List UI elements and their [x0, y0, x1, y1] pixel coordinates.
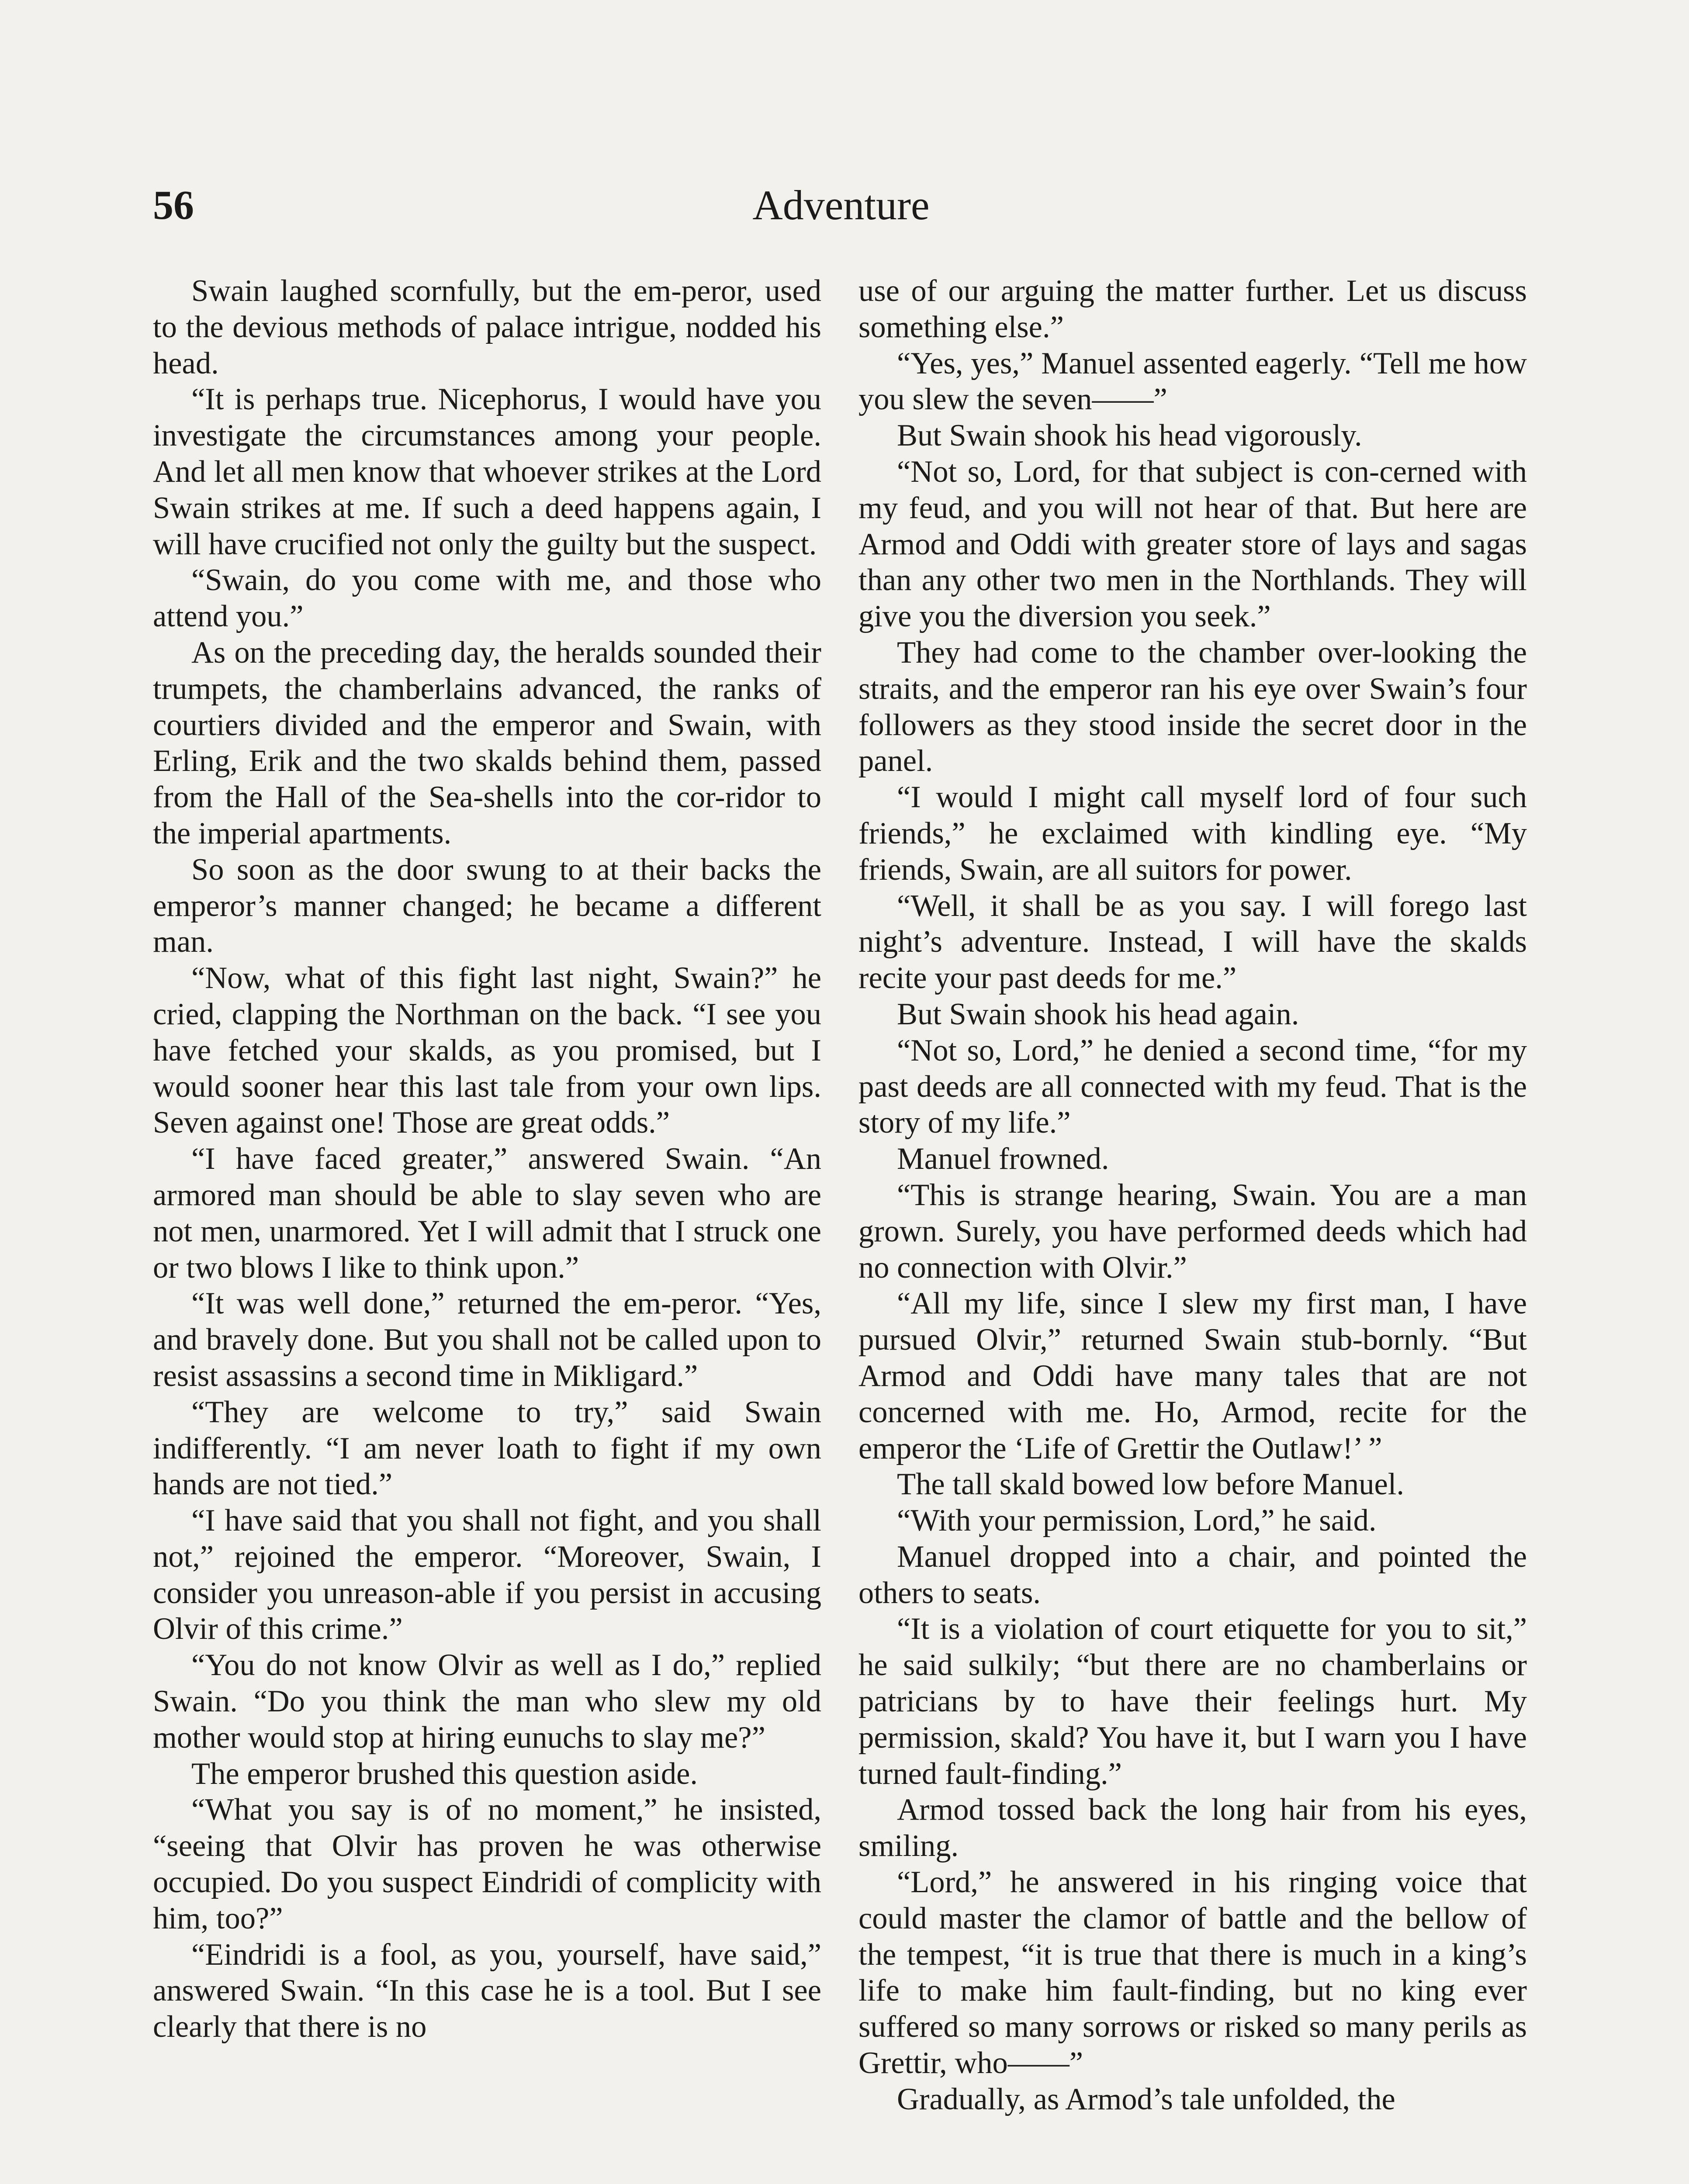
paragraph: As on the preceding day, the heralds sounded their trumpets, the chamberlains advanced, the ranks of courtiers divided and the emperor and Swain, with Erling, Erik and the two skalds behind them, passed from the Hall of the Sea-shells into the cor-ridor to the imperial apartments. — [153, 635, 821, 850]
paragraph: “Swain, do you come with me, and those who attend you.” — [153, 563, 821, 634]
paragraph: “Lord,” he answered in his ringing voice that could master the clamor of battle and the bellow of the tempest, “it is true that there is much in a king’s life to make him fault-finding, but no king ever suffered so many sorrows or risked so many perils as Grettir, who——” — [858, 1865, 1527, 2080]
paragraph: “With your permission, Lord,” he said. — [897, 1503, 1377, 1538]
paragraph: “This is strange hearing, Swain. You are a man grown. Surely, you have performed deeds which had no connection with Olvir.” — [858, 1178, 1527, 1285]
paragraph: “I have faced greater,” answered Swain. “An armored man should be able to slay seven who are not men, unarmored. Yet I will admit that I struck one or two blows I like to think upon.” — [153, 1142, 821, 1285]
paragraph: The emperor brushed this question aside. — [191, 1756, 698, 1791]
paragraph: “I would I might call myself lord of four such friends,” he exclaimed with kindling eye. “My friends, Swain, are all suitors for power. — [858, 780, 1527, 887]
paragraph: But Swain shook his head again. — [897, 997, 1299, 1031]
paragraph: “Eindridi is a fool, as you, yourself, have said,” answered Swain. “In this case he is a tool. But I see clearly that there is no — [153, 1937, 821, 2044]
paragraph: “I have said that you shall not fight, and you shall not,” rejoined the emperor. “Moreover, Swain, I consider you unreason-able if you persist in accusing Olvir of this crime.” — [153, 1503, 821, 1646]
paragraph: “Well, it shall be as you say. I will forego last night’s adventure. Instead, I will have the skalds recite your past deeds for me.” — [858, 888, 1527, 995]
paragraph-continued: use of our arguing the matter further. Let us discuss something else.” — [858, 274, 1527, 344]
page-number: 56 — [153, 183, 194, 228]
paragraph: But Swain shook his head vigorously. — [897, 418, 1362, 453]
paragraph: They had come to the chamber over-looking the straits, and the emperor ran his eye over Swain’s four followers as they stood inside the secret door in the panel. — [858, 635, 1527, 778]
paragraph: Gradually, as Armod’s tale unfolded, the — [897, 2082, 1395, 2116]
paragraph: Swain laughed scornfully, but the em-peror, used to the devious methods of palace intrigue, nodded his head. — [153, 274, 821, 380]
paragraph: “It is a violation of court etiquette for you to sit,” he said sulkily; “but there are no chamberlains or patricians by to have their feelings hurt. My permission, skald? You have it, but I warn you I have turned fault-finding.” — [858, 1612, 1527, 1791]
paragraph: “Not so, Lord,” he denied a second time, “for my past deeds are all connected with my feud. That is the story of my life.” — [858, 1033, 1527, 1140]
paragraph: “Now, what of this fight last night, Swain?” he cried, clapping the Northman on the back. “I see you have fetched your skalds, as you promised, but I would sooner hear this last tale from your own lips. Seven against one! Those are great odds.” — [153, 961, 821, 1140]
paragraph: “You do not know Olvir as well as I do,” replied Swain. “Do you think the man who slew my old mother would stop at hiring eunuchs to slay me?” — [153, 1648, 821, 1755]
paragraph: “What you say is of no moment,” he insisted, “seeing that Olvir has proven he was otherwise occupied. Do you suspect Eindridi of complicity with him, too?” — [153, 1793, 821, 1935]
paragraph: “Not so, Lord, for that subject is con-cerned with my feud, and you will not hear of that. But here are Armod and Oddi with greater store of lays and sagas than any other two men in the Northlands. They will give you the diversion you seek.” — [858, 454, 1527, 634]
page-header — [153, 177, 1529, 234]
paragraph: “It was well done,” returned the em-peror. “Yes, and bravely done. But you shall not be called upon to resist assassins a second time in Mikligard.” — [153, 1286, 821, 1393]
left-column — [153, 273, 821, 2045]
paragraph: Manuel dropped into a chair, and pointed the others to seats. — [858, 1539, 1527, 1610]
paragraph: “It is perhaps true. Nicephorus, I would have you investigate the circumstances among your people. And let all men know that whoever strikes at the Lord Swain strikes at me. If such a deed happens again, I will have crucified not only the guilty but the suspect. — [153, 382, 821, 561]
paragraph: “Yes, yes,” Manuel assented eagerly. “Tell me how you slew the seven——” — [858, 346, 1527, 417]
running-head: Adventure — [752, 182, 930, 228]
paragraph: The tall skald bowed low before Manuel. — [897, 1467, 1404, 1502]
right-column — [858, 273, 1527, 2118]
paragraph: Armod tossed back the long hair from his eyes, smiling. — [858, 1793, 1527, 1863]
paragraph: “They are welcome to try,” said Swain indifferently. “I am never loath to fight if my own hands are not tied.” — [153, 1395, 821, 1502]
paragraph: Manuel frowned. — [897, 1142, 1109, 1176]
paragraph: “All my life, since I slew my first man, I have pursued Olvir,” returned Swain stub-bornly. “But Armod and Oddi have many tales that are not concerned with me. Ho, Armod, recite for the emperor the ‘Life of Grettir the Outlaw!’ ” — [858, 1286, 1527, 1465]
paragraph: So soon as the door swung to at their backs the emperor’s manner changed; he became a different man. — [153, 852, 821, 959]
